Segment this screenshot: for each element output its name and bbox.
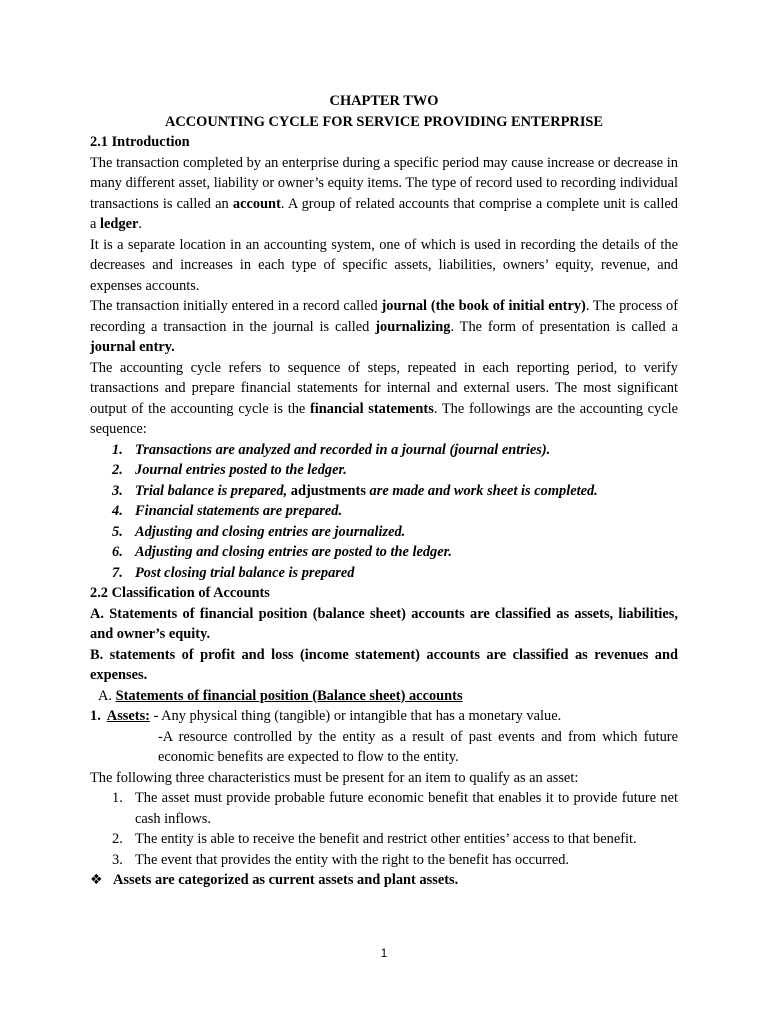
accounting-cycle-list [90, 440, 678, 584]
section-heading-classification: 2.2 Classification of Accounts [90, 585, 270, 601]
list-item: 3. The event that provides the entity with the right to the benefit has occurred. [112, 851, 569, 868]
term-financial-statements: financial statements [310, 400, 434, 417]
list-item: 5. Adjusting and closing entries are journalized. [112, 523, 406, 540]
list-item: 1. The asset must provide probable future economic benefit that enables it to provide future net cash inflows. [112, 790, 678, 827]
term-account: account [232, 195, 281, 212]
assets-categorized-bullet: ❖ Assets are categorized as current assets and plant assets. [90, 870, 678, 891]
list-item: 2. The entity is able to receive the benefit and restrict other entities’ access to that benefit. [112, 831, 637, 847]
list-item: 1. Transactions are analyzed and recorded in a journal (journal entries). [112, 441, 551, 458]
diamond-bullet-icon: ❖ [90, 872, 103, 888]
chapter-heading: CHAPTER TWO [329, 93, 439, 109]
page-number: 1 [380, 946, 388, 960]
subheading-balance-sheet: A. Statements of financial position (Balance sheet) accounts [98, 687, 463, 704]
asset-characteristics-list [90, 788, 678, 870]
classification-b: B. statements of profit and loss (income statement) accounts are classified as revenues and expenses. [90, 646, 678, 683]
assets-definition-2: -A resource controlled by the entity as a result of past events and from which future economic benefits are expected to flow to the entity. [158, 728, 678, 765]
list-item: 3. Trial balance is prepared, adjustments are made and work sheet is completed. [112, 482, 598, 499]
intro-paragraph-1: The transaction completed by an enterprise during a specific period may cause increase or decrease in many different asset, liability or owner’s equity items. The type of record used to recording individual transactions is called an account. A group of related accounts that comprise a complete unit is called a ledger. [90, 154, 678, 232]
term-journalizing: journalizing [375, 318, 451, 335]
classification-a: A. Statements of financial position (balance sheet) accounts are classified as assets, liabilities, and owner’s equity. [90, 605, 678, 642]
assets-characteristics-intro: The following three characteristics must be present for an item to qualify as an asset: [90, 769, 579, 786]
term-ledger: ledger [100, 216, 139, 232]
term-journal-entry: journal entry. [90, 339, 175, 355]
section-heading-introduction: 2.1 Introduction [90, 134, 190, 150]
list-item: 4. Financial statements are prepared. [112, 503, 343, 519]
intro-paragraph-2: It is a separate location in an accounting system, one of which is used in recording the details of the decreases and increases in each type of specific assets, liabilities, owners’ equity, revenue, and expenses accounts. [90, 236, 678, 294]
intro-paragraph-3: The transaction initially entered in a record called journal (the book of initial entry). The process of recording a transaction in the journal is called journalizing. The form of presentation is called a journal entry. [90, 298, 678, 355]
chapter-title: ACCOUNTING CYCLE FOR SERVICE PROVIDING ENTERPRISE [164, 113, 604, 130]
assets-definition: 1. Assets: - Any physical thing (tangible) or intangible that has a monetary value. [90, 708, 562, 724]
assets-label: Assets: [106, 708, 150, 724]
document-page [90, 91, 678, 891]
list-item: 6. Adjusting and closing entries are posted to the ledger. [112, 544, 453, 560]
list-item: 7. Post closing trial balance is prepared [112, 564, 355, 581]
term-journal: journal (the book of initial entry) [381, 298, 586, 314]
list-item: 2. Journal entries posted to the ledger. [112, 462, 347, 478]
intro-paragraph-4: The accounting cycle refers to sequence of steps, repeated in each reporting period, to verify transactions and prepare financial statements for internal and external users. The most significant output of the accounting cycle is the financial statements. The followings are the accounting cycle sequence: [90, 359, 678, 437]
